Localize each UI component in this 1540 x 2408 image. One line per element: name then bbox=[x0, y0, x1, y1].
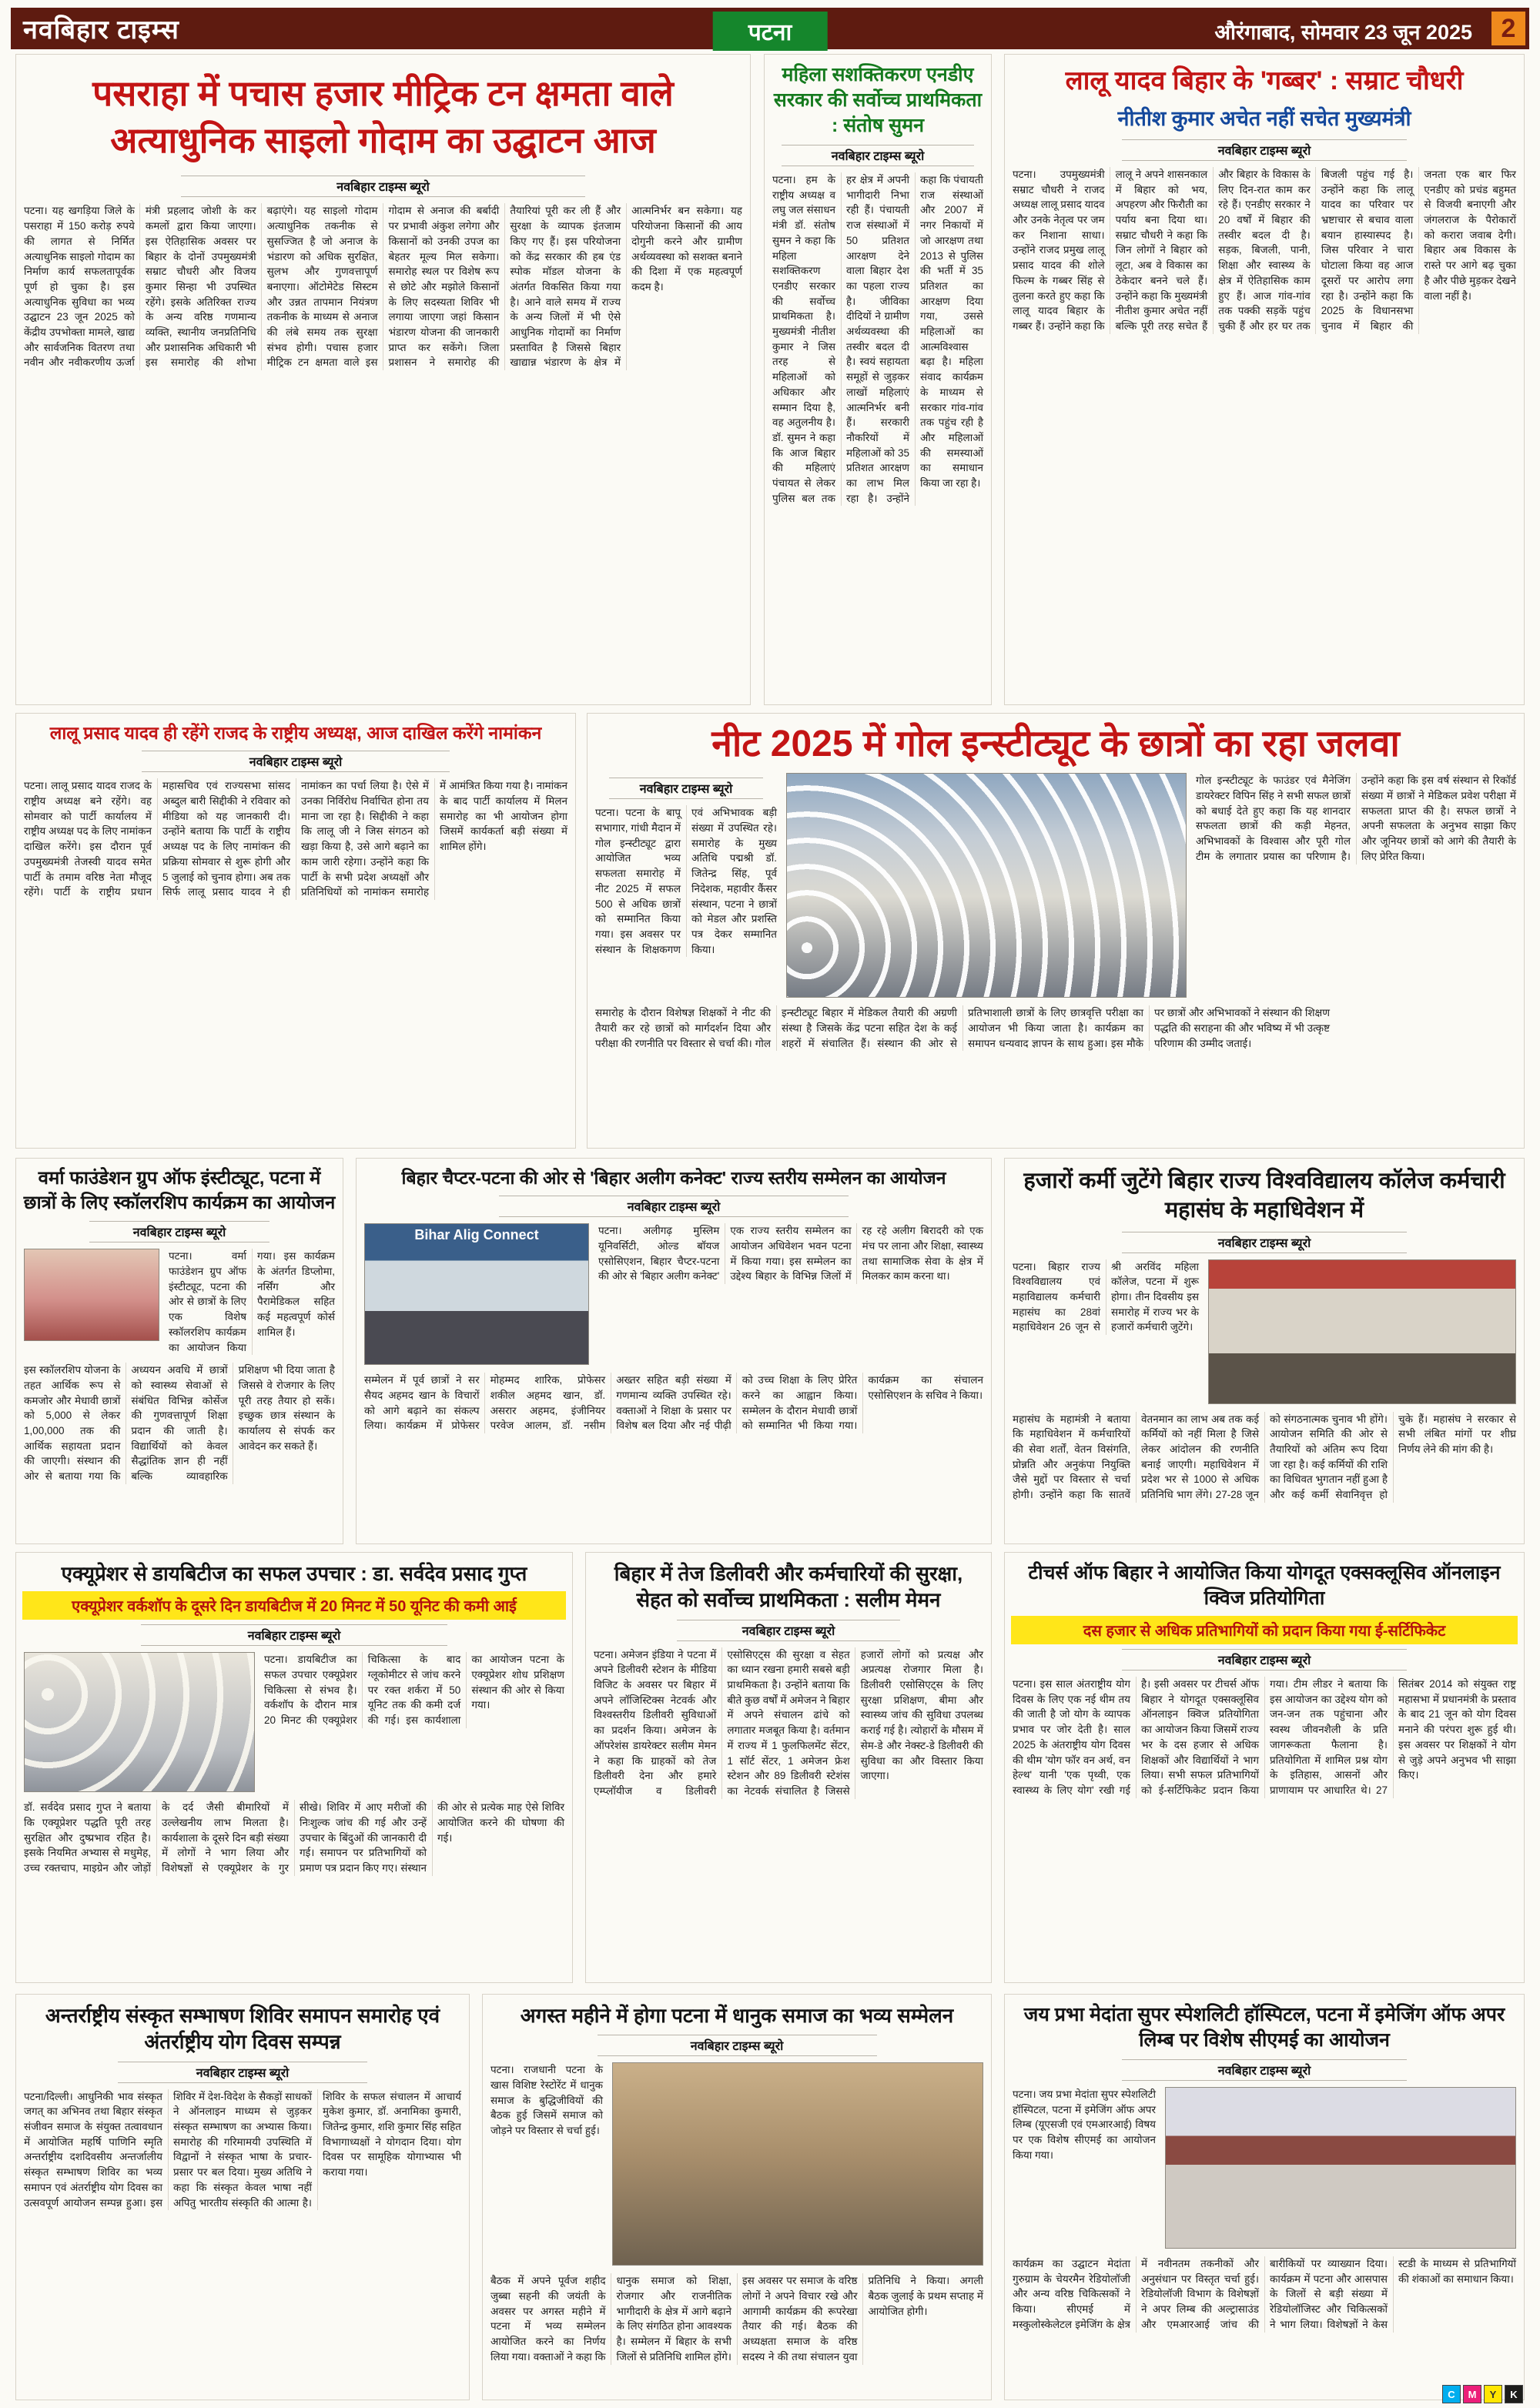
article-verma-scholarship bbox=[15, 1158, 343, 1544]
headline: पसराहा में पचास हजार मीट्रिक टन क्षमता वाले अत्याधुनिक साइलो गोदाम का उद्घाटन आज bbox=[92, 73, 674, 160]
article-amazon-delivery bbox=[585, 1552, 992, 1983]
article-medanta-cme bbox=[1004, 1994, 1525, 2400]
headline: एक्यूप्रेशर से डायबिटीज का सफल उपचार : डा. सर्वदेव प्रसाद गुप्त bbox=[61, 1562, 527, 1585]
article-neet-gol bbox=[587, 713, 1525, 1149]
magenta-mark: M bbox=[1463, 2385, 1481, 2403]
article-body: पटना/दिल्ली। आधुनिकी भाव संस्कृत जगत् का अभिनव तथा बिहार संस्कृत संजीवन समाज के संयुक्त तत्वावधान में आयोजित महर्षि पाणिनि स्मृति अन्तर्राष्ट्रीय दशदिवसीय अन्तर्जालीय संस्कृत सम्भाषण शिविर का भव्य समापन एवं अंतर्राष्ट्रीय योग दिवस का उत्सवपूर्ण आयोजन सम्पन्न हुआ। इस शिविर में देश-विदेश के सैकड़ों साधकों ने ऑनलाइन माध्यम से जुड़कर संस्कृत सम्भाषण का अभ्यास किया। समारोह की गरिमामयी उपस्थिति में विद्वानों ने संस्कृत भाषा के प्रचार-प्रसार पर बल दिया। मुख्य अतिथि ने कहा कि संस्कृत केवल भाषा नहीं अपितु भारतीय संस्कृति की आत्मा है। शिविर के सफल संचालन में आचार्य मुकेश कुमार, डॉ. अनामिका कुमारी, जितेन्द्र कुमार, शशि कुमार सिंह सहित विभागाध्यक्षों ने योगदान दिया। योग दिवस पर सामूहिक योगाभ्यास भी कराया गया। bbox=[24, 2090, 461, 2209]
acupressure-workshop-photo bbox=[24, 1652, 255, 1792]
yellow-mark: Y bbox=[1484, 2385, 1502, 2403]
headline: टीचर्स ऑफ बिहार ने आयोजित किया योगदूत एक्सक्लूसिव ऑनलाइन क्विज प्रतियोगिता bbox=[1028, 1562, 1501, 1609]
highlight-subheadline: दस हजार से अधिक प्रतिभागियों को प्रदान किया गया ई-सर्टिफिकेट bbox=[1011, 1616, 1518, 1644]
headline: जय प्रभा मेदांता सुपर स्पेशलिटी हॉस्पिटल, पटना में इमेजिंग ऑफ अपर लिम्ब पर विशेष सीएमई का आयोजन bbox=[1023, 2004, 1505, 2051]
byline: नवबिहार टाइम्स ब्यूरो bbox=[181, 176, 584, 197]
article-mahila-sashaktikaran bbox=[764, 54, 992, 705]
subheadline: नीतीश कुमार अचेत नहीं सचेत मुख्यमंत्री bbox=[1117, 106, 1411, 130]
byline: नवबिहार टाइम्स ब्यूरो bbox=[782, 145, 974, 166]
dhanuk-meeting-photo bbox=[612, 2062, 983, 2266]
byline: नवबिहार टाइम्स ब्यूरो bbox=[1122, 1649, 1408, 1671]
article-teachers-of-bihar-quiz bbox=[1004, 1552, 1525, 1983]
page-number-badge: 2 bbox=[1491, 12, 1525, 45]
article-body-side: पटना। जय प्रभा मेदांता सुपर स्पेशलिटी हॉस्पिटल, पटना में इमेजिंग ऑफ अपर लिम्ब (यूएसजी एवं एमआरआई) विषय पर एक विशेष सीएमई का आयोजन किया गया। bbox=[1013, 2089, 1156, 2161]
article-body-side: पटना। अलीगढ़ मुस्लिम यूनिवर्सिटी, ओल्ड बॉयज एसोसिएशन, बिहार चैप्टर-पटना की ओर से 'बिहार अलीग कनेक्ट' एक राज्य स्तरीय सम्मेलन का आयोजन अधिवेशन भवन पटना में किया गया। इस सम्मेलन का उद्देश्य बिहार के विभिन्न जिलों में रह रहे अलीग बिरादरी को एक मंच पर लाना और शिक्षा, स्वास्थ्य तथा सामाजिक सेवा के क्षेत्र में मिलकर काम करना था। bbox=[598, 1225, 983, 1283]
article-body-bottom: समारोह के दौरान विशेषज्ञ शिक्षकों ने नीट की तैयारी कर रहे छात्रों को मार्गदर्शन दिया और परीक्षा की रणनीति पर विस्तार से चर्चा की। गोल इन्स्टीट्यूट बिहार में मेडिकल तैयारी की अग्रणी संस्था है जिसके केंद्र पटना सहित देश के कई शहरों में संचालित हैं। संस्थान की ओर से प्रतिभाशाली छात्रों के लिए छात्रवृत्ति परीक्षा का आयोजन भी किया जाता है। कार्यक्रम का समापन धन्यवाद ज्ञापन के साथ हुआ। इस मौके पर छात्रों और अभिभावकों ने संस्थान की शिक्षण पद्धति की सराहना की और भविष्य में भी उत्कृष्ट परिणाम की उम्मीद जताई। bbox=[595, 1007, 1330, 1049]
article-body: पटना। हम के राष्ट्रीय अध्यक्ष व लघु जल संसाधन मंत्री डॉ. संतोष सुमन ने कहा कि महिला सशक्तिकरण एनडीए सरकार की सर्वोच्च प्राथमिकता है। मुख्यमंत्री नीतीश कुमार ने जिस तरह से महिलाओं को अधिकार और सम्मान दिया है, वह अतुलनीय है। डॉ. सुमन ने कहा कि आज बिहार की महिलाएं पंचायत से लेकर पुलिस बल तक हर क्षेत्र में अपनी भागीदारी निभा रही हैं। पंचायती राज संस्थाओं में 50 प्रतिशत आरक्षण देने वाला बिहार देश का पहला राज्य है। जीविका दीदियों ने ग्रामीण अर्थव्यवस्था की तस्वीर बदल दी है। स्वयं सहायता समूहों से जुड़कर लाखों महिलाएं आत्मनिर्भर बनी हैं। सरकारी नौकरियों में महिलाओं को 35 प्रतिशत आरक्षण का लाभ मिल रहा है। उन्होंने कहा कि पंचायती राज संस्थाओं और 2007 में नगर निकायों में जो आरक्षण तथा 2013 से पुलिस की भर्ती में 35 प्रतिशत का आरक्षण दिया गया, उससे महिलाओं का आत्मविश्वास बढ़ा है। महिला संवाद कार्यक्रम के माध्यम से सरकार गांव-गांव तक पहुंच रही है और महिलाओं की समस्याओं का समाधान किया जा रहा है। bbox=[772, 174, 983, 504]
verma-speaker-photo bbox=[24, 1249, 159, 1341]
byline: नवबिहार टाइम्स ब्यूरो bbox=[118, 2062, 367, 2083]
byline: नवबिहार टाइम्स ब्यूरो bbox=[1122, 1232, 1408, 1253]
byline: नवबिहार टाइम्स ब्यूरो bbox=[677, 1620, 899, 1641]
headline: लालू प्रसाद यादव ही रहेंगे राजद के राष्ट्रीय अध्यक्ष, आज दाखिल करेंगे नामांकन bbox=[49, 723, 542, 743]
print-registration-marks bbox=[1442, 2385, 1523, 2403]
byline: नवबिहार टाइम्स ब्यूरो bbox=[598, 2035, 877, 2056]
highlight-subheadline: एक्यूप्रेशर वर्कशॉप के दूसरे दिन डायबिटीज में 20 मिनट में 50 यूनिट की कमी आई bbox=[22, 1591, 566, 1620]
mahasangh-meeting-photo bbox=[1208, 1259, 1516, 1404]
article-body: पटना। लालू प्रसाद यादव राजद के राष्ट्रीय अध्यक्ष बने रहेंगे। वह सोमवार को पार्टी कार्यालय में राष्ट्रीय अध्यक्ष पद के लिए नामांकन दाखिल करेंगे। इस दौरान पूर्व उपमुख्यमंत्री तेजस्वी यादव समेत पार्टी के तमाम वरिष्ठ नेता मौजूद रहेंगे। पार्टी के राष्ट्रीय प्रधान महासचिव एवं राज्यसभा सांसद अब्दुल बारी सिद्दीकी ने रविवार को मीडिया को यह जानकारी दी। उन्होंने बताया कि पार्टी के राष्ट्रीय अध्यक्ष पद के लिए नामांकन की प्रक्रिया सोमवार से शुरू होगी और 5 जुलाई को चुनाव होगा। अब तक सिर्फ लालू प्रसाद यादव ने ही नामांकन का पर्चा लिया है। ऐसे में उनका निर्विरोध निर्वाचित होना तय माना जा रहा है। सिद्दीकी ने कहा कि लालू जी ने जिस संगठन को खड़ा किया है, उसे आगे बढ़ाने का काम जारी रहेगा। उन्होंने कहा कि पार्टी के सभी प्रदेश अध्यक्षों और प्रतिनिधियों को नामांकन समारोह में आमंत्रित किया गया है। नामांकन के बाद पार्टी कार्यालय में मिलन समारोह का भी आयोजन होगा जिसमें कार्यकर्ता बड़ी संख्या में शामिल होंगे। bbox=[24, 780, 567, 898]
byline: नवबिहार टाइम्स ब्यूरो bbox=[142, 751, 449, 772]
headline: वर्मा फाउंडेशन ग्रुप ऑफ इंस्टीट्यूट, पटना में छात्रों के लिए स्कॉलरशिप कार्यक्रम का आयोजन bbox=[23, 1168, 336, 1213]
article-body-bottom: कार्यक्रम का उद्घाटन मेदांता गुरुग्राम के चेयरमैन रेडियोलॉजी और अन्य वरिष्ठ चिकित्सकों ने किया। सीएमई में मस्कुलोस्केलेटल इमेजिंग के क्षेत्र में नवीनतम तकनीकों और अनुसंधान पर विस्तृत चर्चा हुई। रेडियोलॉजी विभाग के विशेषज्ञों ने अपर लिम्ब की अल्ट्रासाउंड और एमआरआई जांच की बारीकियों पर व्याख्यान दिया। कार्यक्रम में पटना और आसपास के जिलों से बड़ी संख्या में रेडियोलॉजिस्ट और चिकित्सकों ने भाग लिया। विशेषज्ञों ने केस स्टडी के माध्यम से प्रतिभागियों की शंकाओं का समाधान किया। bbox=[1013, 2258, 1516, 2330]
headline: बिहार चैप्टर-पटना की ओर से 'बिहार अलीग कनेक्ट' राज्य स्तरीय सम्मेलन का आयोजन bbox=[401, 1168, 946, 1188]
article-body-bottom: बैठक में अपने पूर्वज शहीद जुब्बा सहनी की जयंती के अवसर पर अगस्त महीने में पटना में भव्य सम्मेलन आयोजित करने का निर्णय लिया गया। वक्ताओं ने कहा कि धानुक समाज को शिक्षा, रोजगार और राजनीतिक भागीदारी के क्षेत्र में आगे बढ़ाने के लिए संगठित होना आवश्यक है। सम्मेलन में बिहार के सभी जिलों से प्रतिनिधि शामिल होंगे। इस अवसर पर समाज के वरिष्ठ लोगों ने अपने विचार रखे और आगामी कार्यक्रम की रूपरेखा तैयार की गई। बैठक की अध्यक्षता समाज के वरिष्ठ सदस्य ने की तथा संचालन युवा प्रतिनिधि ने किया। अगली बैठक जुलाई के प्रथम सप्ताह में आयोजित होगी। bbox=[490, 2275, 983, 2363]
headline: अगस्त महीने में होगा पटना में धानुक समाज का भव्य सम्मेलन bbox=[520, 2004, 954, 2027]
article-body-side: पटना। बिहार राज्य विश्वविद्यालय एवं महाविद्यालय कर्मचारी महासंघ का 28वां महाधिवेशन 26 जून से श्री अरविंद महिला कॉलेज, पटना में शुरू होगा। तीन दिवसीय इस समारोह में राज्य भर के हजारों कर्मचारी जुटेंगे। bbox=[1013, 1260, 1199, 1333]
masthead-title: नवबिहार टाइम्स bbox=[23, 15, 179, 45]
article-dhanuk-samaj-sammelan bbox=[482, 1994, 992, 2400]
headline: अन्तर्राष्ट्रीय संस्कृत सम्भाषण शिविर समापन समारोह एवं अंतर्राष्ट्रीय योग दिवस सम्पन्न bbox=[45, 2004, 440, 2054]
gol-students-group-photo bbox=[786, 773, 1187, 998]
black-mark: K bbox=[1505, 2385, 1523, 2403]
headline: हजारों कर्मी जुटेंगे बिहार राज्य विश्वविद्यालय कॉलेज कर्मचारी महासंघ के महाधिवेशन में bbox=[1023, 1169, 1505, 1223]
article-silo-godam bbox=[15, 54, 751, 705]
headline: लालू यादव बिहार के 'गब्बर' : सम्राट चौधरी bbox=[1065, 66, 1464, 95]
article-body-side: पटना। वर्मा फाउंडेशन ग्रुप ऑफ इंस्टीट्यूट, पटना की ओर से छात्रों के लिए एक विशेष स्कॉलरशिप कार्यक्रम का आयोजन किया गया। इस कार्यक्रम के अंतर्गत डिप्लोमा, नर्सिंग और पैरामेडिकल सहित कई महत्वपूर्ण कोर्स शामिल हैं। bbox=[169, 1250, 335, 1353]
headline: महिला सशक्तिकरण एनडीए सरकार की सर्वोच्च प्राथमिकता : संतोष सुमन bbox=[773, 64, 983, 136]
article-body-bottom: महासंघ के महामंत्री ने बताया कि महाधिवेशन में कर्मचारियों की सेवा शर्तों, वेतन विसंगति, प्रोन्नति और अनुकंपा नियुक्ति जैसे मुद्दों पर विस्तार से चर्चा होगी। उन्होंने कहा कि सातवें वेतनमान का लाभ अब तक कई कर्मियों को नहीं मिला है जिसे लेकर आंदोलन की रणनीति बनाई जाएगी। महाधिवेशन में प्रदेश भर से 1000 से अधिक प्रतिनिधि भाग लेंगे। 27-28 जून को संगठनात्मक चुनाव भी होंगे। आयोजन समिति की ओर से तैयारियों को अंतिम रूप दिया जा रहा है। कई कर्मियों की राशि का विधिवत भुगतान नहीं हुआ है और कई कर्मी सेवानिवृत्त हो चुके हैं। महासंघ ने सरकार से सभी लंबित मांगों पर शीघ्र निर्णय लेने की मांग की है। bbox=[1013, 1413, 1516, 1501]
article-body-right: गोल इन्स्टीट्यूट के फाउंडर एवं मैनेजिंग डायरेक्टर विपिन सिंह ने सभी सफल छात्रों को बधाई देते हुए कहा कि यह शानदार सफलता छात्रों की कड़ी मेहनत, अभिभावकों के विश्वास और पूरी गोल टीम के लगातार प्रयास का परिणाम है। उन्होंने कहा कि इस वर्ष संस्थान से रिकॉर्ड संख्या में छात्रों ने मेडिकल प्रवेश परीक्षा में सफलता प्राप्त की है। सफल छात्रों ने अपनी सफलता के अनुभव साझा किए और जूनियर छात्रों को आगे की तैयारी के लिए प्रेरित किया। bbox=[1196, 774, 1516, 862]
article-lalu-gabbar bbox=[1004, 54, 1525, 705]
article-body-left: पटना। पटना के बापू सभागार, गांधी मैदान में गोल इन्स्टीट्यूट द्वारा आयोजित भव्य सफलता समारोह में नीट 2025 में सफल 500 से अधिक छात्रों को सम्मानित किया गया। इस अवसर पर संस्थान के शिक्षकगण एवं अभिभावक बड़ी संख्या में उपस्थित रहे। समारोह के मुख्य अतिथि पद्मश्री डॉ. जितेन्द्र सिंह, पूर्व निदेशक, महावीर कैंसर संस्थान, पटना ने छात्रों को मेडल और प्रशस्ति पत्र देकर सम्मानित किया। bbox=[595, 807, 777, 955]
page-header bbox=[11, 8, 1529, 49]
article-acupressure-diabetes bbox=[15, 1552, 573, 1983]
article-body-bottom: इस स्कॉलरशिप योजना के तहत आर्थिक रूप से कमजोर और मेधावी छात्रों को 5,000 से लेकर 1,00,000 तक की आर्थिक सहायता प्रदान की जाएगी। संस्थान की ओर से बताया गया कि अध्ययन अवधि में छात्रों को स्वास्थ्य सेवाओं से संबंधित विभिन्न कोर्सेज की गुणवत्तापूर्ण शिक्षा प्रदान की जाती है। विद्यार्थियों को केवल सैद्धांतिक ज्ञान ही नहीं बल्कि व्यावहारिक प्रशिक्षण भी दिया जाता है जिससे वे रोजगार के लिए पूरी तरह तैयार हो सकें। इच्छुक छात्र संस्थान के कार्यालय से संपर्क कर आवेदन कर सकते हैं। bbox=[24, 1364, 335, 1483]
article-karmchari-mahasangh bbox=[1004, 1158, 1525, 1544]
alig-conference-photo bbox=[364, 1223, 589, 1365]
byline: नवबिहार टाइम्स ब्यूरो bbox=[1122, 139, 1408, 161]
article-rjd-nomination bbox=[15, 713, 576, 1149]
dateline: औरंगाबाद, सोमवार 23 जून 2025 bbox=[1214, 21, 1472, 44]
byline: नवबिहार टाइम्स ब्यूरो bbox=[1122, 2059, 1408, 2081]
article-body: पटना। यह खगड़िया जिले के पसराहा में 150 करोड़ रुपये की लागत से निर्मित अत्याधुनिक साइलो गोदाम का निर्माण कार्य सफलतापूर्वक पूर्ण हो चुका है। इस अत्याधुनिक सुविधा का भव्य उद्घाटन 23 जून 2025 को केंद्रीय उपभोक्ता मामले, खाद्य और सार्वजनिक वितरण तथा नवीन और नवीकरणीय ऊर्जा मंत्री प्रहलाद जोशी के कर कमलों द्वारा किया जाएगा। इस ऐतिहासिक अवसर पर बिहार के दोनों उपमुख्यमंत्री सम्राट चौधरी और विजय कुमार सिन्हा भी उपस्थित रहेंगे। इसके अतिरिक्त राज्य के अन्य वरिष्ठ गणमान्य व्यक्ति, स्थानीय जनप्रतिनिधि और प्रशासनिक अधिकारी भी इस समारोह की शोभा बढ़ाएंगे। यह साइलो गोदाम अत्याधुनिक तकनीक से सुसज्जित है जो अनाज के भंडारण को अधिक सुरक्षित, सुलभ और गुणवत्तापूर्ण बनाएगा। ऑटोमेटेड सिस्टम और उन्नत तापमान नियंत्रण तकनीक के माध्यम से अनाज की लंबे समय तक सुरक्षा संभव होगी। पचास हजार मीट्रिक टन क्षमता वाले इस गोदाम से अनाज की बर्बादी पर प्रभावी अंकुश लगेगा और किसानों को उनकी उपज का बेहतर मूल्य मिल सकेगा। समारोह स्थल पर विशेष रूप से छोटे और मझोले किसानों के लिए सदस्यता शिविर भी लगाया जाएगा जहां किसान भंडारण योजना की जानकारी प्राप्त कर सकेंगे। जिला प्रशासन ने समारोह की तैयारियां पूरी कर ली हैं और सुरक्षा के व्यापक इंतजाम किए गए हैं। इस परियोजना को केंद्र सरकार की हब एंड स्पोक मॉडल योजना के अंतर्गत विकसित किया गया है। आने वाले समय में राज्य के अन्य जिलों में भी ऐसे आधुनिक गोदामों का निर्माण प्रस्तावित है जिससे बिहार खाद्यान्न भंडारण के क्षेत्र में आत्मनिर्भर बन सकेगा। यह परियोजना किसानों की आय दोगुनी करने और ग्रामीण अर्थव्यवस्था को सशक्त बनाने की दिशा में एक महत्वपूर्ण कदम है। bbox=[24, 205, 742, 369]
photo-banner-text: Bihar Alig Connect bbox=[414, 1227, 539, 1243]
article-sanskrit-shivir bbox=[15, 1994, 470, 2400]
edition-city-badge: पटना bbox=[713, 12, 828, 51]
headline: बिहार में तेज डिलीवरी और कर्मचारियों की सुरक्षा, सेहत को सर्वोच्च प्राथमिकता : सलीम मेमन bbox=[614, 1562, 963, 1612]
article-body-side: पटना। डायबिटीज का सफल उपचार एक्यूप्रेशर चिकित्सा से संभव है। वर्कशॉप के दौरान मात्र 20 मिनट की एक्यूप्रेशर चिकित्सा के बाद ग्लूकोमीटर से जांच करने पर रक्त शर्करा में 50 यूनिट तक की कमी दर्ज की गई। इस कार्यशाला का आयोजन पटना के एक्यूप्रेशर शोध प्रशिक्षण संस्थान की ओर से किया गया। bbox=[264, 1654, 564, 1727]
byline: नवबिहार टाइम्स ब्यूरो bbox=[89, 1221, 269, 1242]
article-body: पटना। उपमुख्यमंत्री सम्राट चौधरी ने राजद अध्यक्ष लालू प्रसाद यादव और उनके नेतृत्व पर जम कर निशाना साधा। उन्होंने राजद प्रमुख लालू प्रसाद यादव की शोले फिल्म के गब्बर सिंह से तुलना करते हुए कहा कि लालू यादव बिहार के गब्बर हैं। उन्होंने कहा कि लालू ने अपने शासनकाल में बिहार को भय, अपहरण और फिरौती का पर्याय बना दिया था। सम्राट चौधरी ने कहा कि जिन लोगों ने बिहार को लूटा, अब वे विकास का ठेकेदार बनने चले हैं। उन्होंने कहा कि मुख्यमंत्री नीतीश कुमार अचेत नहीं बल्कि पूरी तरह सचेत हैं और बिहार के विकास के लिए दिन-रात काम कर रहे हैं। एनडीए सरकार ने 20 वर्षों में बिहार की तस्वीर बदल दी है। सड़क, बिजली, पानी, शिक्षा और स्वास्थ्य के क्षेत्र में ऐतिहासिक काम हुए हैं। आज गांव-गांव तक पक्की सड़कें पहुंच चुकी हैं और हर घर तक बिजली पहुंच गई है। उन्होंने कहा कि लालू यादव का परिवार पर भ्रष्टाचार से बचाव वाला बयान हास्यास्पद है। जिस परिवार ने चारा घोटाला किया वह आज दूसरों पर आरोप लगा रहा है। उन्होंने कहा कि 2025 के विधानसभा चुनाव में बिहार की जनता एक बार फिर एनडीए को प्रचंड बहुमत से विजयी बनाएगी और जंगलराज के पैरोकारों को करारा जवाब देगी। बिहार अब विकास के रास्ते पर आगे बढ़ चुका है और पीछे मुड़कर देखने वाला नहीं है। bbox=[1013, 168, 1516, 332]
byline: नवबिहार टाइम्स ब्यूरो bbox=[141, 1624, 447, 1646]
article-body-bottom: सम्मेलन में पूर्व छात्रों ने सर सैयद अहमद खान के विचारों को आगे बढ़ाने का संकल्प लिया। कार्यक्रम में प्रोफेसर मोहम्मद शारिक, प्रोफेसर शकील अहमद खान, डॉ. असरार अहमद, इंजीनियर परवेज आलम, डॉ. नसीम अख्तर सहित बड़ी संख्या में गणमान्य व्यक्ति उपस्थित रहे। वक्ताओं ने शिक्षा के प्रसार पर विशेष बल दिया और नई पीढ़ी को उच्च शिक्षा के लिए प्रेरित करने का आह्वान किया। सम्मेलन के दौरान मेधावी छात्रों को सम्मानित भी किया गया। कार्यक्रम का संचालन एसोसिएशन के सचिव ने किया। bbox=[364, 1374, 983, 1432]
article-body-bottom: डॉ. सर्वदेव प्रसाद गुप्त ने बताया कि एक्यूप्रेशर पद्धति पूरी तरह सुरक्षित और दुष्प्रभाव रहित है। इसके नियमित अभ्यास से मधुमेह, उच्च रक्तचाप, माइग्रेन और जोड़ों के दर्द जैसी बीमारियों में उल्लेखनीय लाभ मिलता है। कार्यशाला के दूसरे दिन बड़ी संख्या में लोगों ने भाग लिया और विशेषज्ञों से एक्यूप्रेशर के गुर सीखे। शिविर में आए मरीजों की निःशुल्क जांच की गई और उन्हें उपचार के बिंदुओं की जानकारी दी गई। समापन पर प्रतिभागियों को प्रमाण पत्र प्रदान किए गए। संस्थान की ओर से प्रत्येक माह ऐसे शिविर आयोजित करने की घोषणा की गई। bbox=[24, 1801, 564, 1875]
article-bihar-alig-connect bbox=[356, 1158, 992, 1544]
article-body: पटना। इस साल अंतराष्ट्रीय योग दिवस के लिए एक नई थीम तय की जाती है जो योग के व्यापक प्रभाव पर जोर देती है। साल 2025 के अंतराष्ट्रीय योग दिवस की थीम 'योग फॉर वन अर्थ, वन हेल्थ' यानी 'एक पृथ्वी, एक स्वास्थ्य के लिए योग' रखी गई है। इसी अवसर पर टीचर्स ऑफ बिहार ने योगदूत एक्सक्लूसिव ऑनलाइन क्विज प्रतियोगिता का आयोजन किया जिसमें राज्य भर के दस हजार से अधिक शिक्षकों और विद्यार्थियों ने भाग लिया। सभी सफल प्रतिभागियों को ई-सर्टिफिकेट प्रदान किया गया। टीम लीडर ने बताया कि इस आयोजन का उद्देश्य योग को जन-जन तक पहुंचाना और स्वस्थ जीवनशैली के प्रति जागरूकता फैलाना है। प्रतियोगिता में शामिल प्रश्न योग के इतिहास, आसनों और प्राणायाम पर आधारित थे। 27 सितंबर 2014 को संयुक्त राष्ट्र महासभा में प्रधानमंत्री के प्रस्ताव के बाद 21 जून को योग दिवस मनाने की परंपरा शुरू हुई थी। इस अवसर पर शिक्षकों ने योग से जुड़े अपने अनुभव भी साझा किए। bbox=[1013, 1678, 1516, 1796]
cyan-mark: C bbox=[1442, 2385, 1461, 2403]
medanta-cme-photo bbox=[1165, 2087, 1516, 2249]
left-text-column bbox=[595, 773, 777, 957]
byline: नवबिहार टाइम्स ब्यूरो bbox=[499, 1196, 848, 1217]
article-body: पटना। अमेजन इंडिया ने पटना में अपने डिलीवरी स्टेशन के मीडिया विजिट के अवसर पर बिहार में अपने लॉजिस्टिक्स नेटवर्क और विश्वस्तरीय डिलीवरी सुविधाओं का प्रदर्शन किया। अमेजन के ऑपरेशंस डायरेक्टर सलीम मेमन ने कहा कि ग्राहकों को तेज डिलीवरी देना और हमारे एम्प्लॉयीज व डिलीवरी एसोसिएट्स की सुरक्षा व सेहत का ध्यान रखना हमारी सबसे बड़ी प्राथमिकता है। उन्होंने बताया कि बीते कुछ वर्षों में अमेजन ने बिहार में अपने संचालन ढांचे को लगातार मजबूत किया है। वर्तमान में राज्य में 1 फुलफिलमेंट सेंटर, 1 सॉर्ट सेंटर, 1 अमेजन फ्रेश स्टेशन और 89 डिलीवरी स्टेशंस का नेटवर्क संचालित है जिससे हजारों लोगों को प्रत्यक्ष और अप्रत्यक्ष रोजगार मिला है। डिलीवरी एसोसिएट्स के लिए सुरक्षा प्रशिक्षण, बीमा और स्वास्थ्य जांच की सुविधा उपलब्ध कराई गई है। त्योहारों के मौसम में सेम-डे और नेक्स्ट-डे डिलीवरी की सुविधा का और विस्तार किया जाएगा। bbox=[594, 1648, 983, 1797]
article-body-side: पटना। राजधानी पटना के खास विशिष्ट रेस्टोरेंट में धानुक समाज के बुद्धिजीवियों की बैठक हुई जिसमें समाज को जोड़ने पर विस्तार से चर्चा हुई। bbox=[490, 2064, 603, 2137]
byline: नवबिहार टाइम्स ब्यूरो bbox=[609, 778, 764, 799]
headline: नीट 2025 में गोल इन्स्टीट्यूट के छात्रों का रहा जलवा bbox=[711, 724, 1400, 764]
